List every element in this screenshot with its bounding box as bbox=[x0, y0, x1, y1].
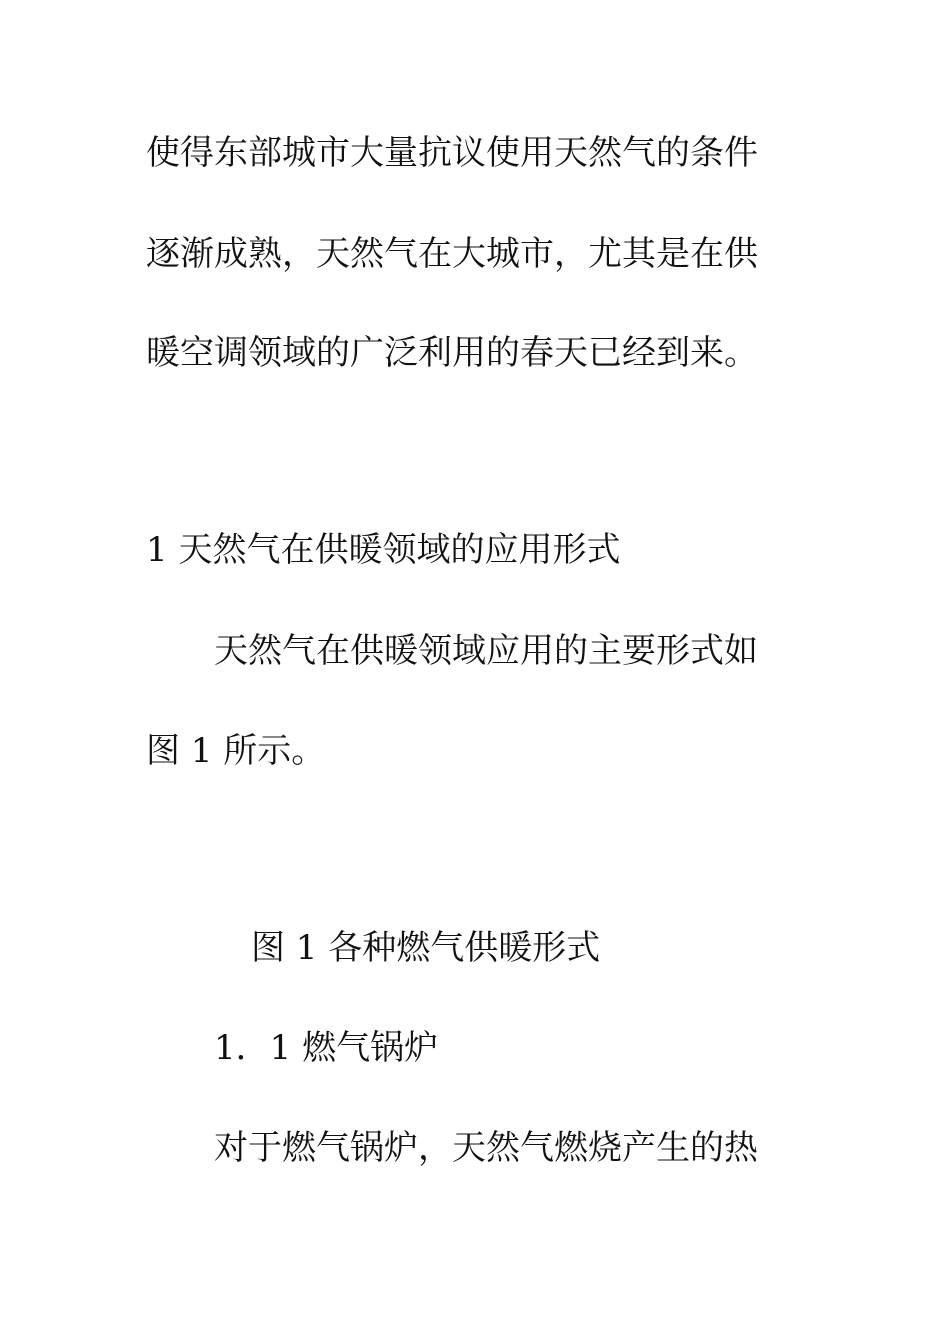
section-paragraph-line-1: 天然气在供暖领域应用的主要形式如 bbox=[214, 631, 758, 671]
intro-paragraph-line-3: 暖空调领域的广泛利用的春天已经到来。 bbox=[146, 333, 758, 373]
subsection-heading: 1．1 燃气锅炉 bbox=[214, 1028, 439, 1068]
figure-caption: 图 1 各种燃气供暖形式 bbox=[251, 928, 601, 968]
intro-paragraph-line-1: 使得东部城市大量抗议使用天然气的条件 bbox=[146, 133, 758, 173]
section-paragraph-line-2: 图 1 所示。 bbox=[146, 731, 326, 771]
section-heading: 1 天然气在供暖领域的应用形式 bbox=[146, 530, 621, 570]
boiler-paragraph-line-1: 对于燃气锅炉，天然气燃烧产生的热 bbox=[214, 1128, 758, 1168]
intro-paragraph-line-2: 逐渐成熟，天然气在大城市，尤其是在供 bbox=[146, 234, 758, 274]
